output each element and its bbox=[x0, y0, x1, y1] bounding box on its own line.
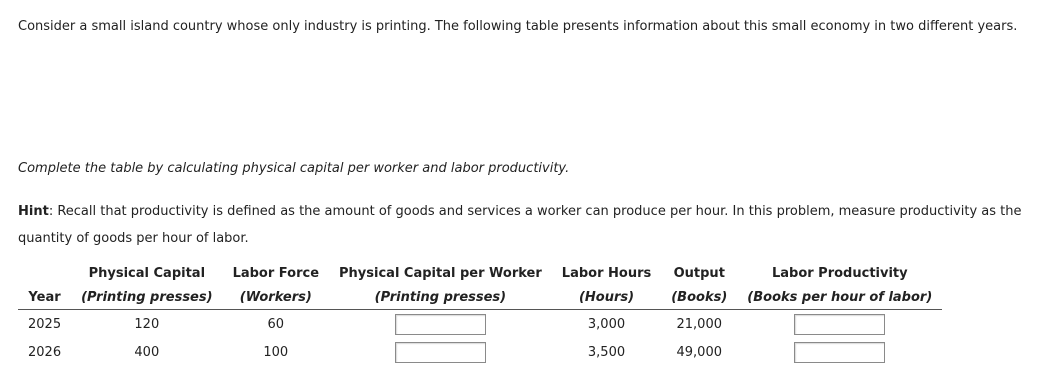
header-capital-title: Physical Capital bbox=[88, 266, 206, 281]
labor-force-cell: 60 bbox=[267, 316, 285, 332]
hint-paragraph bbox=[18, 198, 1028, 252]
table-units-row bbox=[18, 285, 942, 310]
year-cell: 2025 bbox=[28, 316, 62, 332]
labor-force-cell: 100 bbox=[263, 344, 289, 360]
header-capital-unit: (Printing presses) bbox=[81, 289, 213, 305]
output-cell: 21,000 bbox=[676, 316, 722, 332]
header-output-unit: (Books) bbox=[671, 289, 728, 305]
intro-paragraph: Consider a small island country whose only industry is printing. The following table presents information about this small economy in two different years. bbox=[18, 19, 1018, 34]
header-capital-per-worker-title: Physical Capital per Worker bbox=[339, 266, 542, 281]
capital-cell: 400 bbox=[134, 344, 160, 360]
labor-productivity-input-2026[interactable] bbox=[794, 342, 885, 363]
labor-hours-cell: 3,000 bbox=[587, 316, 626, 332]
header-labor-hours-title: Labor Hours bbox=[561, 266, 652, 281]
header-capital-per-worker-unit: (Printing presses) bbox=[374, 289, 507, 305]
capital-per-worker-input-2025[interactable] bbox=[395, 314, 486, 335]
labor-productivity-input-2025[interactable] bbox=[794, 314, 885, 335]
output-cell: 49,000 bbox=[676, 344, 722, 360]
productivity-cell bbox=[737, 338, 942, 366]
hint-label: Hint bbox=[18, 204, 49, 219]
capital-per-worker-cell bbox=[329, 338, 552, 366]
table-row bbox=[18, 338, 942, 366]
instruction-text: Complete the table by calculating physical capital per worker and labor productivity. bbox=[18, 161, 570, 176]
header-year-title bbox=[18, 262, 71, 285]
labor-hours-cell: 3,500 bbox=[587, 344, 626, 360]
header-year: Year bbox=[28, 289, 61, 305]
header-labor-force-unit: (Workers) bbox=[239, 289, 312, 305]
header-productivity-unit: (Books per hour of labor) bbox=[747, 289, 933, 305]
hint-text: : Recall that productivity is defined as the amount of goods and services a worker can produce per hour. In this problem, measure productivity as the quantity of goods per hour of labor. bbox=[18, 204, 1022, 246]
header-output-title: Output bbox=[673, 266, 725, 281]
capital-cell: 120 bbox=[134, 316, 160, 332]
economy-table bbox=[18, 262, 942, 366]
capital-per-worker-cell bbox=[329, 310, 552, 339]
year-cell: 2026 bbox=[28, 344, 62, 360]
header-labor-force-title: Labor Force bbox=[232, 266, 320, 281]
header-labor-hours-unit: (Hours) bbox=[578, 289, 635, 305]
header-productivity-title: Labor Productivity bbox=[771, 266, 908, 281]
table-header-row bbox=[18, 262, 942, 285]
productivity-cell bbox=[737, 310, 942, 339]
table-row bbox=[18, 310, 942, 339]
capital-per-worker-input-2026[interactable] bbox=[395, 342, 486, 363]
